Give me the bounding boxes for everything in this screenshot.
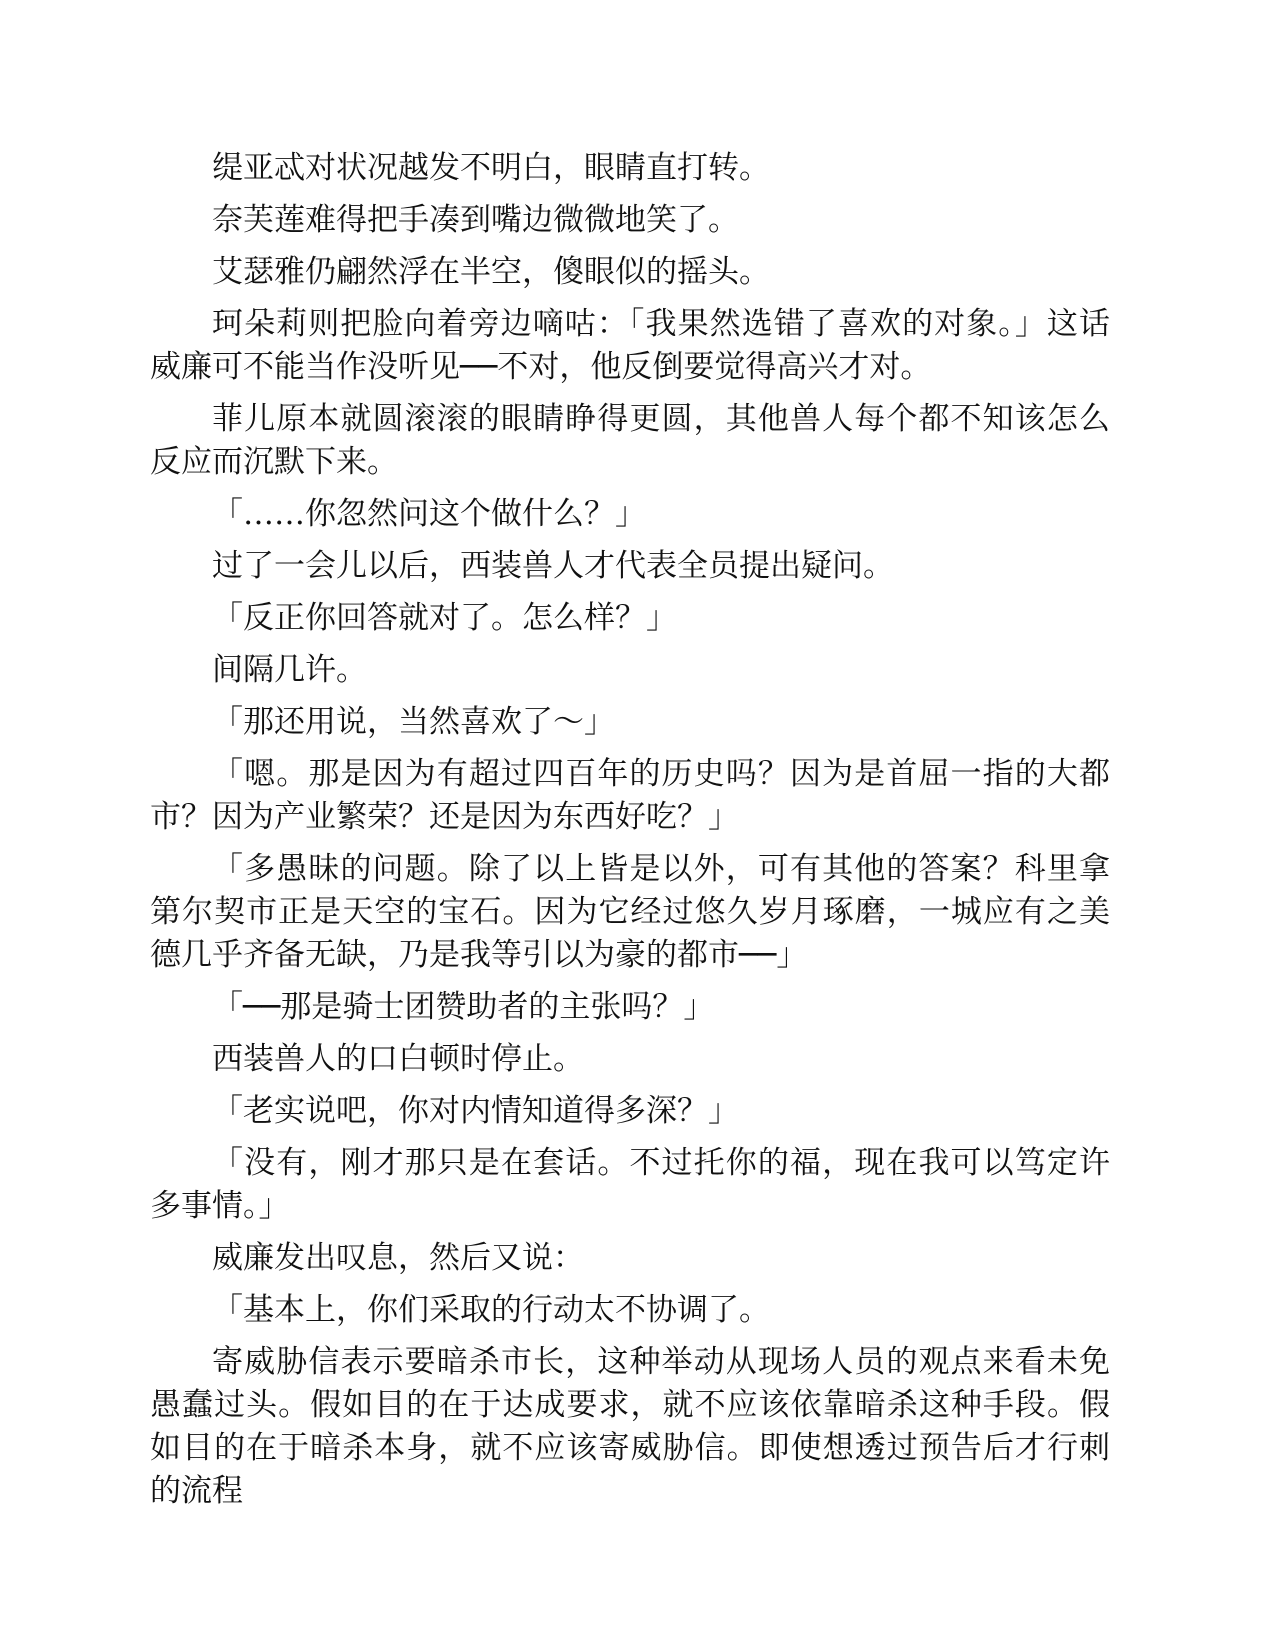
paragraph: 奈芙莲难得把手凑到嘴边微微地笑了。	[212, 202, 739, 238]
document-page	[150, 147, 1110, 1522]
paragraph: 间隔几许。	[212, 652, 367, 688]
paragraph: 「……你忽然问这个做什么？」	[212, 496, 646, 532]
paragraph: 西装兽人的口白顿时停止。	[212, 1041, 584, 1077]
paragraph: 珂朵莉则把脸向着旁边嘀咕：「我果然选错了喜欢的对象。」这话威廉可不能当作没听见──不对，他反倒要觉得高兴才对。	[150, 306, 1110, 385]
paragraph: 菲儿原本就圆滚滚的眼睛睁得更圆，其他兽人每个都不知该怎么反应而沉默下来。	[150, 401, 1110, 480]
paragraph: 「多愚昧的问题。除了以上皆是以外，可有其他的答案？科里拿第尔契市正是天空的宝石。因为它经过悠久岁月琢磨，一城应有之美德几乎齐备无缺，乃是我等引以为豪的都市──」	[150, 851, 1110, 973]
paragraph: 「基本上，你们采取的行动太不协调了。	[212, 1292, 770, 1328]
paragraph: 寄威胁信表示要暗杀市长，这种举动从现场人员的观点来看未免愚蠢过头。假如目的在于达成要求，就不应该依靠暗杀这种手段。假如目的在于暗杀本身，就不应该寄威胁信。即使想透过预告后才行刺的流程	[150, 1344, 1110, 1509]
paragraph: 「那还用说，当然喜欢了～」	[212, 704, 615, 740]
paragraph: 缇亚忒对状况越发不明白，眼睛直打转。	[212, 150, 770, 186]
paragraph: 「反正你回答就对了。怎么样？」	[212, 600, 677, 636]
paragraph: 「老实说吧，你对内情知道得多深？」	[212, 1093, 739, 1129]
paragraph: 「──那是骑士团赞助者的主张吗？」	[212, 989, 715, 1025]
paragraph: 「没有，刚才那只是在套话。不过托你的福，现在我可以笃定许多事情。」	[150, 1145, 1110, 1224]
paragraph: 艾瑟雅仍翩然浮在半空，傻眼似的摇头。	[212, 254, 770, 290]
paragraph: 过了一会儿以后，西装兽人才代表全员提出疑问。	[212, 548, 894, 584]
paragraph: 威廉发出叹息，然后又说：	[212, 1240, 584, 1276]
paragraph: 「嗯。那是因为有超过四百年的历史吗？因为是首屈一指的大都市？因为产业繁荣？还是因为东西好吃？」	[150, 756, 1110, 835]
